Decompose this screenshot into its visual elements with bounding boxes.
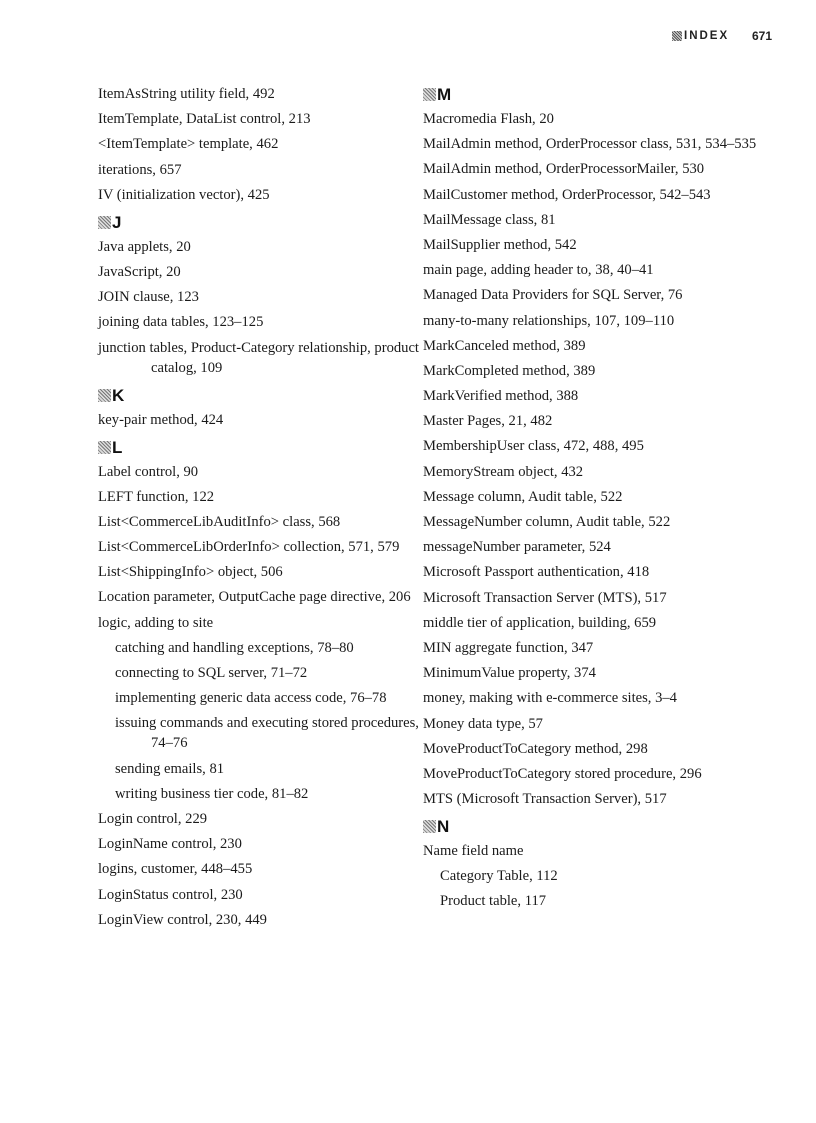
letter-marker-icon — [423, 820, 436, 833]
index-entry: MarkCompleted method, 389 — [423, 362, 596, 379]
index-entry: junction tables, Product-Category relationship, product catalog, 109 — [98, 339, 419, 376]
section-marker-icon — [672, 31, 682, 41]
letter-marker-icon — [98, 441, 111, 454]
index-letter-heading — [98, 385, 443, 407]
index-subentry: issuing commands and executing stored procedures, 74–76 — [115, 715, 419, 752]
index-entry: JOIN clause, 123 — [98, 289, 199, 306]
index-entry: middle tier of application, building, 659 — [423, 614, 657, 631]
index-entry: LoginView control, 230, 449 — [98, 911, 267, 928]
letter-marker-icon — [423, 88, 436, 101]
index-subentry: Category Table, 112 — [440, 868, 558, 885]
index-subentry: Product table, 117 — [440, 893, 547, 910]
letter-marker-icon — [98, 216, 111, 229]
index-entry: MailSupplier method, 542 — [423, 236, 577, 253]
index-entry: MailAdmin method, OrderProcessor class, 531, 534–535 — [423, 136, 757, 153]
index-letter: L — [112, 437, 123, 457]
letter-marker-icon — [98, 389, 111, 402]
index-letter: J — [112, 212, 122, 232]
index-entry: Label control, 90 — [98, 463, 199, 480]
index-entry: List<ShippingInfo> object, 506 — [98, 564, 283, 581]
index-letter-heading — [423, 84, 768, 106]
index-subentry: writing business tier code, 81–82 — [115, 785, 309, 802]
index-entry: MoveProductToCategory stored procedure, 296 — [423, 765, 702, 782]
index-entry: Master Pages, 21, 482 — [423, 413, 553, 430]
index-entry: Message column, Audit table, 522 — [423, 488, 623, 505]
index-entry: Money data type, 57 — [423, 715, 543, 732]
index-letter-heading — [98, 212, 443, 234]
index-entry: Login control, 229 — [98, 810, 208, 827]
index-entry: iterations, 657 — [98, 161, 182, 178]
index-subentry: sending emails, 81 — [115, 760, 225, 777]
index-column-left — [98, 84, 443, 935]
index-entry: joining data tables, 123–125 — [98, 314, 264, 331]
running-head — [0, 27, 816, 47]
index-entry: MembershipUser class, 472, 488, 495 — [423, 438, 644, 455]
index-entry: MarkVerified method, 388 — [423, 388, 579, 405]
index-entry: <ItemTemplate> template, 462 — [98, 136, 279, 153]
index-entry: LoginName control, 230 — [98, 836, 242, 853]
index-entry: MoveProductToCategory method, 298 — [423, 740, 648, 757]
index-entry: logins, customer, 448–455 — [98, 861, 253, 878]
index-entry: money, making with e-commerce sites, 3–4 — [423, 690, 677, 707]
index-entry: Name field name — [423, 843, 524, 860]
index-entry: MailCustomer method, OrderProcessor, 542–543 — [423, 186, 711, 203]
index-entry: Microsoft Transaction Server (MTS), 517 — [423, 589, 667, 606]
index-entry: Managed Data Providers for SQL Server, 76 — [423, 287, 683, 304]
index-entry: Location parameter, OutputCache page directive, 206 — [98, 589, 411, 606]
index-entry: MailMessage class, 81 — [423, 211, 556, 228]
index-column-right — [423, 84, 768, 917]
running-head-section: INDEX — [684, 30, 730, 42]
index-letter-heading — [98, 437, 443, 459]
index-subentry: connecting to SQL server, 71–72 — [115, 665, 308, 681]
index-entry: ItemAsString utility field, 492 — [98, 86, 275, 102]
index-entry: MessageNumber column, Audit table, 522 — [423, 514, 671, 530]
index-entry: logic, adding to site — [98, 614, 214, 631]
index-entry: key-pair method, 424 — [98, 411, 224, 428]
index-entry: Java applets, 20 — [98, 238, 191, 255]
page-number: 671 — [752, 29, 773, 43]
index-entry: MemoryStream object, 432 — [423, 463, 584, 480]
index-entry: LoginStatus control, 230 — [98, 886, 243, 903]
index-letter-heading — [423, 816, 768, 838]
index-entry: MinimumValue property, 374 — [423, 665, 596, 682]
index-subentry: catching and handling exceptions, 78–80 — [115, 639, 354, 656]
index-entry: List<CommerceLibOrderInfo> collection, 571, 579 — [98, 539, 400, 556]
index-entry: LEFT function, 122 — [98, 488, 215, 505]
index-entry: MTS (Microsoft Transaction Server), 517 — [423, 791, 667, 808]
index-letter: N — [437, 817, 450, 837]
index-subentry: implementing generic data access code, 76–78 — [115, 690, 387, 707]
index-entry: MailAdmin method, OrderProcessorMailer, 530 — [423, 161, 705, 178]
index-entry: IV (initialization vector), 425 — [98, 186, 270, 203]
index-entry: MarkCanceled method, 389 — [423, 337, 586, 354]
index-entry: many-to-many relationships, 107, 109–110 — [423, 312, 675, 329]
index-letter: K — [112, 385, 125, 405]
index-entry: ItemTemplate, DataList control, 213 — [98, 111, 311, 128]
index-letter: M — [437, 85, 452, 104]
index-entry: main page, adding header to, 38, 40–41 — [423, 262, 654, 279]
index-entry: Microsoft Passport authentication, 418 — [423, 564, 650, 581]
index-entry: messageNumber parameter, 524 — [423, 539, 611, 556]
index-entry: MIN aggregate function, 347 — [423, 639, 594, 656]
index-entry: Macromedia Flash, 20 — [423, 111, 554, 127]
index-entry: List<CommerceLibAuditInfo> class, 568 — [98, 513, 341, 530]
index-entry: JavaScript, 20 — [98, 263, 181, 280]
